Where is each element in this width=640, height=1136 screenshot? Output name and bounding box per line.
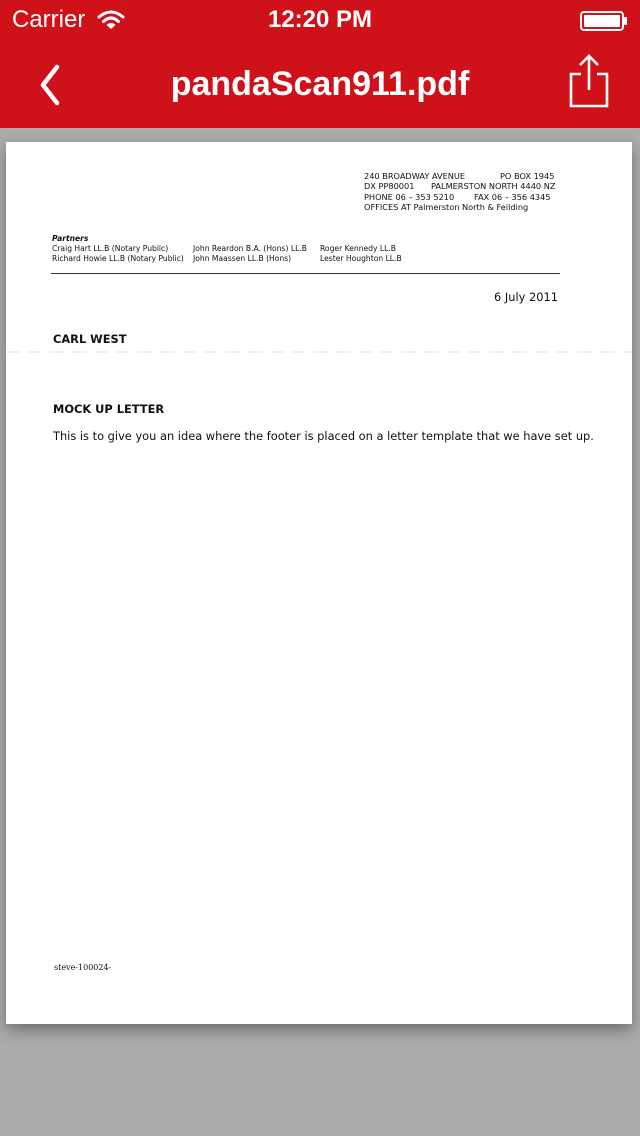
recipient-name: CARL WEST (53, 332, 127, 346)
battery-icon (580, 11, 628, 31)
address-left: DX PP80001 (364, 181, 415, 192)
top-bar (0, 0, 640, 128)
partners-block (52, 234, 452, 263)
address-line (364, 181, 564, 191)
address-left: OFFICES AT Palmerston North & Feilding (364, 202, 529, 213)
header-divider (51, 273, 560, 274)
chevron-left-icon (26, 62, 76, 108)
navigation-bar (0, 40, 640, 128)
partner-name: John Reardon B.A. (Hons) LL.B (193, 243, 307, 253)
letterhead-address (364, 171, 564, 213)
partner-name: Roger Kennedy LL.B (320, 243, 396, 253)
partner-name: Lester Houghton LL.B (320, 253, 402, 263)
letter-body: This is to give you an idea where the footer is placed on a letter template that we have set up. (53, 429, 594, 443)
scan-artifact-line (6, 351, 632, 353)
address-left: 240 BROADWAY AVENUE (364, 171, 466, 181)
partners-row (52, 244, 452, 254)
address-right: PALMERSTON NORTH 4440 NZ (431, 181, 556, 192)
carrier-label: Carrier (12, 6, 86, 33)
address-line (364, 171, 564, 181)
share-icon (560, 52, 616, 112)
footer-reference: steve-100024- (54, 963, 112, 972)
document-title: pandaScan911.pdf (170, 65, 470, 103)
address-line (364, 192, 564, 202)
partner-name: Richard Howie LL.B (Notary Public) (52, 253, 184, 263)
address-right: FAX 06 – 356 4345 (474, 191, 551, 202)
partners-row (52, 254, 452, 264)
partner-name: Craig Hart LL.B (Notary Public) (52, 243, 169, 253)
partners-heading: Partners (52, 234, 89, 243)
pdf-page[interactable] (6, 142, 632, 1024)
letter-subject: MOCK UP LETTER (53, 402, 165, 416)
partner-name: John Maassen LL.B (Hons) (193, 253, 292, 263)
back-button[interactable] (26, 62, 76, 108)
letter-date: 6 July 2011 (494, 290, 558, 304)
share-button[interactable] (560, 52, 616, 112)
address-right: PO BOX 1945 (500, 171, 555, 181)
address-line (364, 202, 564, 212)
status-bar (0, 0, 640, 40)
address-left: PHONE 06 – 353 5210 (364, 191, 455, 202)
status-time: 12:20 PM (267, 6, 373, 33)
